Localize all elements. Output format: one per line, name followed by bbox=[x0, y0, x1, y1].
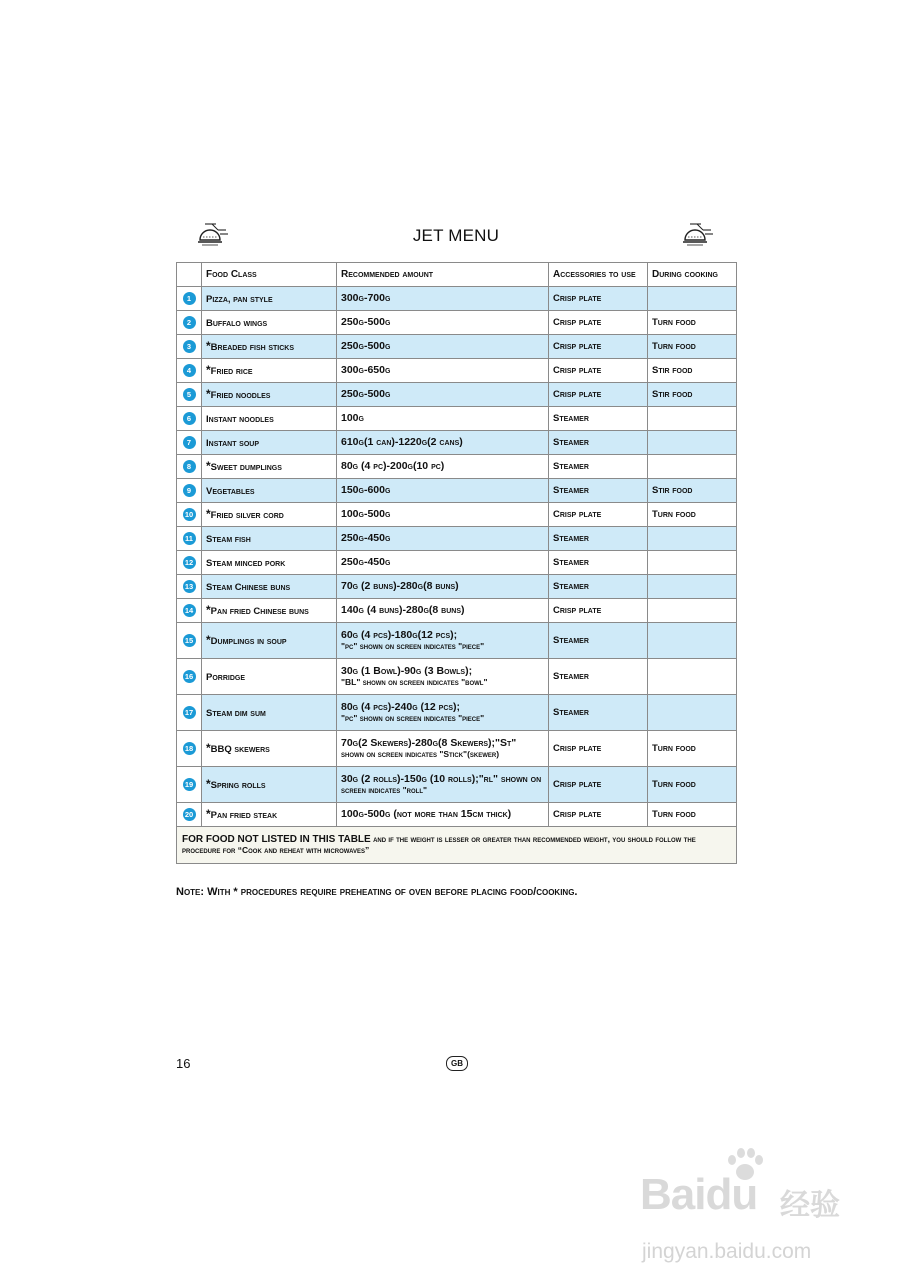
table-row bbox=[177, 503, 737, 527]
row-number-badge: 8 bbox=[183, 460, 196, 473]
table-header-row bbox=[177, 263, 737, 287]
food-class-label: Steam fish bbox=[206, 533, 251, 545]
amount-value: 150g-600g bbox=[341, 484, 391, 496]
food-class-label: Spring rolls bbox=[210, 779, 266, 791]
row-number-cell bbox=[177, 803, 202, 827]
during-cooking-cell: Turn food bbox=[648, 767, 737, 803]
row-number-badge: 19 bbox=[183, 778, 196, 791]
amount-value: 250g-450g bbox=[341, 532, 391, 544]
food-class-label: Steam dim sum bbox=[206, 707, 266, 719]
food-class-label: Instant noodles bbox=[206, 413, 274, 425]
preheat-star: * bbox=[206, 386, 211, 401]
food-class-cell bbox=[202, 695, 337, 731]
header-food-class: Food Class bbox=[202, 263, 337, 287]
row-number-badge: 5 bbox=[183, 388, 196, 401]
accessory-cell: Steamer bbox=[549, 431, 648, 455]
amount-value: 300g-700g bbox=[341, 292, 391, 304]
language-badge: GB bbox=[446, 1056, 468, 1071]
table-row bbox=[177, 287, 737, 311]
row-number-badge: 11 bbox=[183, 532, 196, 545]
food-class-label: Fried silver cord bbox=[210, 509, 284, 521]
accessory-cell: Crisp plate bbox=[549, 503, 648, 527]
preheat-star: * bbox=[206, 632, 211, 647]
row-number-cell bbox=[177, 575, 202, 599]
preheat-star: * bbox=[206, 806, 211, 821]
food-class-cell bbox=[202, 767, 337, 803]
table-row bbox=[177, 695, 737, 731]
table-row bbox=[177, 731, 737, 767]
row-number-badge: 10 bbox=[183, 508, 196, 521]
amount-cell bbox=[337, 455, 549, 479]
header-during-cooking: During cooking bbox=[648, 263, 737, 287]
during-cooking-cell: Turn food bbox=[648, 503, 737, 527]
food-class-label: Pan fried steak bbox=[210, 809, 278, 821]
accessory-cell: Crisp plate bbox=[549, 335, 648, 359]
food-class-cell bbox=[202, 383, 337, 407]
food-class-label: Fried noodles bbox=[210, 389, 271, 401]
amount-cell bbox=[337, 287, 549, 311]
accessory-cell: Steamer bbox=[549, 479, 648, 503]
amount-cell bbox=[337, 623, 549, 659]
food-class-label: Pizza, pan style bbox=[206, 293, 273, 305]
amount-note: "pc" shown on screen indicates "piece" bbox=[341, 712, 485, 723]
table-row bbox=[177, 767, 737, 803]
accessory-cell: Steamer bbox=[549, 455, 648, 479]
page-title: JET MENU bbox=[412, 226, 500, 245]
amount-cell bbox=[337, 431, 549, 455]
table-row bbox=[177, 479, 737, 503]
page-number: 16 bbox=[176, 1056, 191, 1071]
row-number-badge: 7 bbox=[183, 436, 196, 449]
footer-note bbox=[177, 827, 737, 864]
accessory-cell: Crisp plate bbox=[549, 311, 648, 335]
food-class-cell bbox=[202, 527, 337, 551]
amount-cell bbox=[337, 551, 549, 575]
row-number-badge: 9 bbox=[183, 484, 196, 497]
preheat-star: * bbox=[206, 506, 211, 521]
row-number-cell bbox=[177, 767, 202, 803]
accessory-cell: Crisp plate bbox=[549, 767, 648, 803]
food-class-cell bbox=[202, 575, 337, 599]
during-cooking-cell bbox=[648, 599, 737, 623]
food-class-label: Breaded fish sticks bbox=[210, 341, 294, 353]
accessory-cell: Steamer bbox=[549, 623, 648, 659]
amount-note: screen indicates "roll" bbox=[341, 784, 428, 795]
table-row bbox=[177, 659, 737, 695]
footer-note-rest: and if the weight is lesser or greater than recommended weight, you should follow the procedure for “Cook and reheat with microwaves” bbox=[182, 834, 696, 855]
accessory-cell: Crisp plate bbox=[549, 287, 648, 311]
table-body bbox=[177, 287, 737, 827]
amount-cell bbox=[337, 803, 549, 827]
row-number-badge: 14 bbox=[183, 604, 196, 617]
amount-cell bbox=[337, 335, 549, 359]
table-row bbox=[177, 407, 737, 431]
row-number-cell bbox=[177, 455, 202, 479]
preheat-star: * bbox=[206, 776, 211, 791]
food-class-cell bbox=[202, 659, 337, 695]
amount-value: 70g(2 Skewers)-280g(8 Skewers);"St" bbox=[341, 736, 517, 749]
row-number-cell bbox=[177, 527, 202, 551]
food-class-label: Buffalo wings bbox=[206, 317, 268, 329]
row-number-cell bbox=[177, 551, 202, 575]
amount-cell bbox=[337, 767, 549, 803]
during-cooking-cell bbox=[648, 455, 737, 479]
food-class-label: Porridge bbox=[206, 671, 246, 683]
food-class-cell bbox=[202, 623, 337, 659]
amount-cell bbox=[337, 731, 549, 767]
table-footer-row bbox=[177, 827, 737, 864]
amount-value: 80g (4 pc)-200g(10 pc) bbox=[341, 460, 445, 472]
table-row bbox=[177, 527, 737, 551]
amount-cell bbox=[337, 311, 549, 335]
accessory-cell: Steamer bbox=[549, 551, 648, 575]
accessory-cell: Steamer bbox=[549, 407, 648, 431]
amount-value: 100g bbox=[341, 412, 364, 424]
accessory-cell: Crisp plate bbox=[549, 383, 648, 407]
food-class-cell bbox=[202, 311, 337, 335]
food-class-label: Sweet dumplings bbox=[210, 461, 282, 473]
during-cooking-cell bbox=[648, 551, 737, 575]
food-class-cell bbox=[202, 407, 337, 431]
during-cooking-cell bbox=[648, 575, 737, 599]
amount-value: 610g(1 can)-1220g(2 cans) bbox=[341, 436, 463, 448]
food-class-cell bbox=[202, 359, 337, 383]
row-number-cell bbox=[177, 659, 202, 695]
during-cooking-cell bbox=[648, 407, 737, 431]
food-class-cell bbox=[202, 599, 337, 623]
watermark-url: jingyan.baidu.com bbox=[642, 1240, 812, 1263]
row-number-cell bbox=[177, 479, 202, 503]
table-row bbox=[177, 803, 737, 827]
amount-value: 30g (2 rolls)-150g (10 rolls);"rl" shown on bbox=[341, 772, 542, 785]
accessory-cell: Steamer bbox=[549, 575, 648, 599]
amount-cell bbox=[337, 695, 549, 731]
row-number-cell bbox=[177, 731, 202, 767]
row-number-cell bbox=[177, 407, 202, 431]
jet-menu-table bbox=[176, 262, 737, 864]
amount-cell bbox=[337, 383, 549, 407]
amount-note: "BL" shown on screen indicates "bowl" bbox=[341, 676, 488, 687]
food-class-label: Instant soup bbox=[206, 437, 259, 449]
jet-menu-icon bbox=[681, 220, 717, 252]
accessory-cell: Crisp plate bbox=[549, 803, 648, 827]
amount-value: 30g (1 Bowl)-90g (3 Bowls); bbox=[341, 664, 473, 677]
during-cooking-cell bbox=[648, 527, 737, 551]
row-number-cell bbox=[177, 359, 202, 383]
table-row bbox=[177, 575, 737, 599]
row-number-cell bbox=[177, 383, 202, 407]
accessory-cell: Crisp plate bbox=[549, 599, 648, 623]
row-number-badge: 12 bbox=[183, 556, 196, 569]
amount-value: 60g (4 pcs)-180g(12 pcs); bbox=[341, 628, 458, 641]
during-cooking-cell bbox=[648, 287, 737, 311]
amount-value: 100g-500g bbox=[341, 508, 391, 520]
amount-value: 250g-500g bbox=[341, 388, 391, 400]
preheat-star: * bbox=[206, 362, 211, 377]
watermark-logo-cn: 经验 bbox=[780, 1189, 840, 1222]
row-number-badge: 2 bbox=[183, 316, 196, 329]
preheat-star: * bbox=[206, 458, 211, 473]
preheat-star: * bbox=[206, 338, 211, 353]
row-number-cell bbox=[177, 695, 202, 731]
food-class-cell bbox=[202, 455, 337, 479]
row-number-badge: 1 bbox=[183, 292, 196, 305]
row-number-badge: 17 bbox=[183, 706, 196, 719]
food-class-cell bbox=[202, 731, 337, 767]
during-cooking-cell bbox=[648, 695, 737, 731]
amount-note: "pc" shown on screen indicates "piece" bbox=[341, 640, 485, 651]
row-number-badge: 3 bbox=[183, 340, 196, 353]
amount-cell bbox=[337, 527, 549, 551]
food-class-cell bbox=[202, 431, 337, 455]
food-class-label: Steam Chinese buns bbox=[206, 581, 291, 593]
row-number-cell bbox=[177, 431, 202, 455]
during-cooking-cell bbox=[648, 431, 737, 455]
amount-value: 80g (4 pcs)-240g (12 pcs); bbox=[341, 700, 461, 713]
amount-cell bbox=[337, 599, 549, 623]
watermark-logo: Baidu bbox=[640, 1170, 758, 1219]
baidu-watermark bbox=[640, 1150, 860, 1275]
row-number-cell bbox=[177, 287, 202, 311]
accessory-cell: Steamer bbox=[549, 527, 648, 551]
amount-value: 250g-500g bbox=[341, 340, 391, 352]
footer-note-lead: FOR FOOD NOT LISTED IN THIS TABLE bbox=[182, 834, 371, 845]
row-number-cell bbox=[177, 599, 202, 623]
table-row bbox=[177, 455, 737, 479]
food-class-label: BBQ skewers bbox=[210, 743, 270, 755]
food-class-label: Vegetables bbox=[206, 485, 255, 497]
row-number-badge: 13 bbox=[183, 580, 196, 593]
accessory-cell: Steamer bbox=[549, 659, 648, 695]
food-class-label: Steam minced pork bbox=[206, 557, 286, 569]
food-class-cell bbox=[202, 551, 337, 575]
preheat-star: * bbox=[206, 740, 211, 755]
table-row bbox=[177, 551, 737, 575]
row-number-cell bbox=[177, 503, 202, 527]
food-class-cell bbox=[202, 287, 337, 311]
header-recommended-amount: Recommended amount bbox=[337, 263, 549, 287]
amount-cell bbox=[337, 503, 549, 527]
during-cooking-cell: Stir food bbox=[648, 383, 737, 407]
amount-cell bbox=[337, 575, 549, 599]
table-row bbox=[177, 431, 737, 455]
amount-cell bbox=[337, 659, 549, 695]
page-header bbox=[176, 218, 736, 258]
amount-value: 70g (2 buns)-280g(8 buns) bbox=[341, 580, 459, 592]
amount-value: 140g (4 buns)-280g(8 buns) bbox=[341, 604, 465, 616]
amount-cell bbox=[337, 479, 549, 503]
table-row bbox=[177, 623, 737, 659]
row-number-badge: 4 bbox=[183, 364, 196, 377]
food-class-cell bbox=[202, 503, 337, 527]
accessory-cell: Steamer bbox=[549, 695, 648, 731]
during-cooking-cell: Turn food bbox=[648, 311, 737, 335]
during-cooking-cell: Stir food bbox=[648, 359, 737, 383]
during-cooking-cell: Turn food bbox=[648, 335, 737, 359]
amount-value: 100g-500g (not more than 15cm thick) bbox=[341, 808, 512, 820]
accessory-cell: Crisp plate bbox=[549, 731, 648, 767]
row-number-badge: 15 bbox=[183, 634, 196, 647]
during-cooking-cell bbox=[648, 659, 737, 695]
amount-cell bbox=[337, 359, 549, 383]
amount-value: 300g-650g bbox=[341, 364, 391, 376]
food-class-label: Pan fried Chinese buns bbox=[210, 605, 309, 617]
row-number-cell bbox=[177, 335, 202, 359]
row-number-badge: 16 bbox=[183, 670, 196, 683]
food-class-cell bbox=[202, 803, 337, 827]
amount-value: 250g-450g bbox=[341, 556, 391, 568]
amount-note: shown on screen indicates "Stick"(skewer) bbox=[341, 748, 500, 759]
amount-value: 250g-500g bbox=[341, 316, 391, 328]
food-class-label: Fried rice bbox=[210, 365, 253, 377]
table-row bbox=[177, 311, 737, 335]
preheat-note: Note: With * procedures require preheating of oven before placing food/cooking. bbox=[176, 886, 578, 898]
during-cooking-cell: Turn food bbox=[648, 803, 737, 827]
row-number-badge: 20 bbox=[183, 808, 196, 821]
food-class-cell bbox=[202, 335, 337, 359]
row-number-cell bbox=[177, 311, 202, 335]
row-number-badge: 6 bbox=[183, 412, 196, 425]
during-cooking-cell: Stir food bbox=[648, 479, 737, 503]
header-number-cell bbox=[177, 263, 202, 287]
amount-cell bbox=[337, 407, 549, 431]
accessory-cell: Crisp plate bbox=[549, 359, 648, 383]
row-number-cell bbox=[177, 623, 202, 659]
food-class-label: Dumplings in soup bbox=[210, 635, 287, 647]
table-row bbox=[177, 599, 737, 623]
header-accessories: Accessories to use bbox=[549, 263, 648, 287]
during-cooking-cell: Turn food bbox=[648, 731, 737, 767]
row-number-badge: 18 bbox=[183, 742, 196, 755]
food-class-cell bbox=[202, 479, 337, 503]
during-cooking-cell bbox=[648, 623, 737, 659]
preheat-star: * bbox=[206, 602, 211, 617]
table-row bbox=[177, 359, 737, 383]
table-row bbox=[177, 335, 737, 359]
table-row bbox=[177, 383, 737, 407]
